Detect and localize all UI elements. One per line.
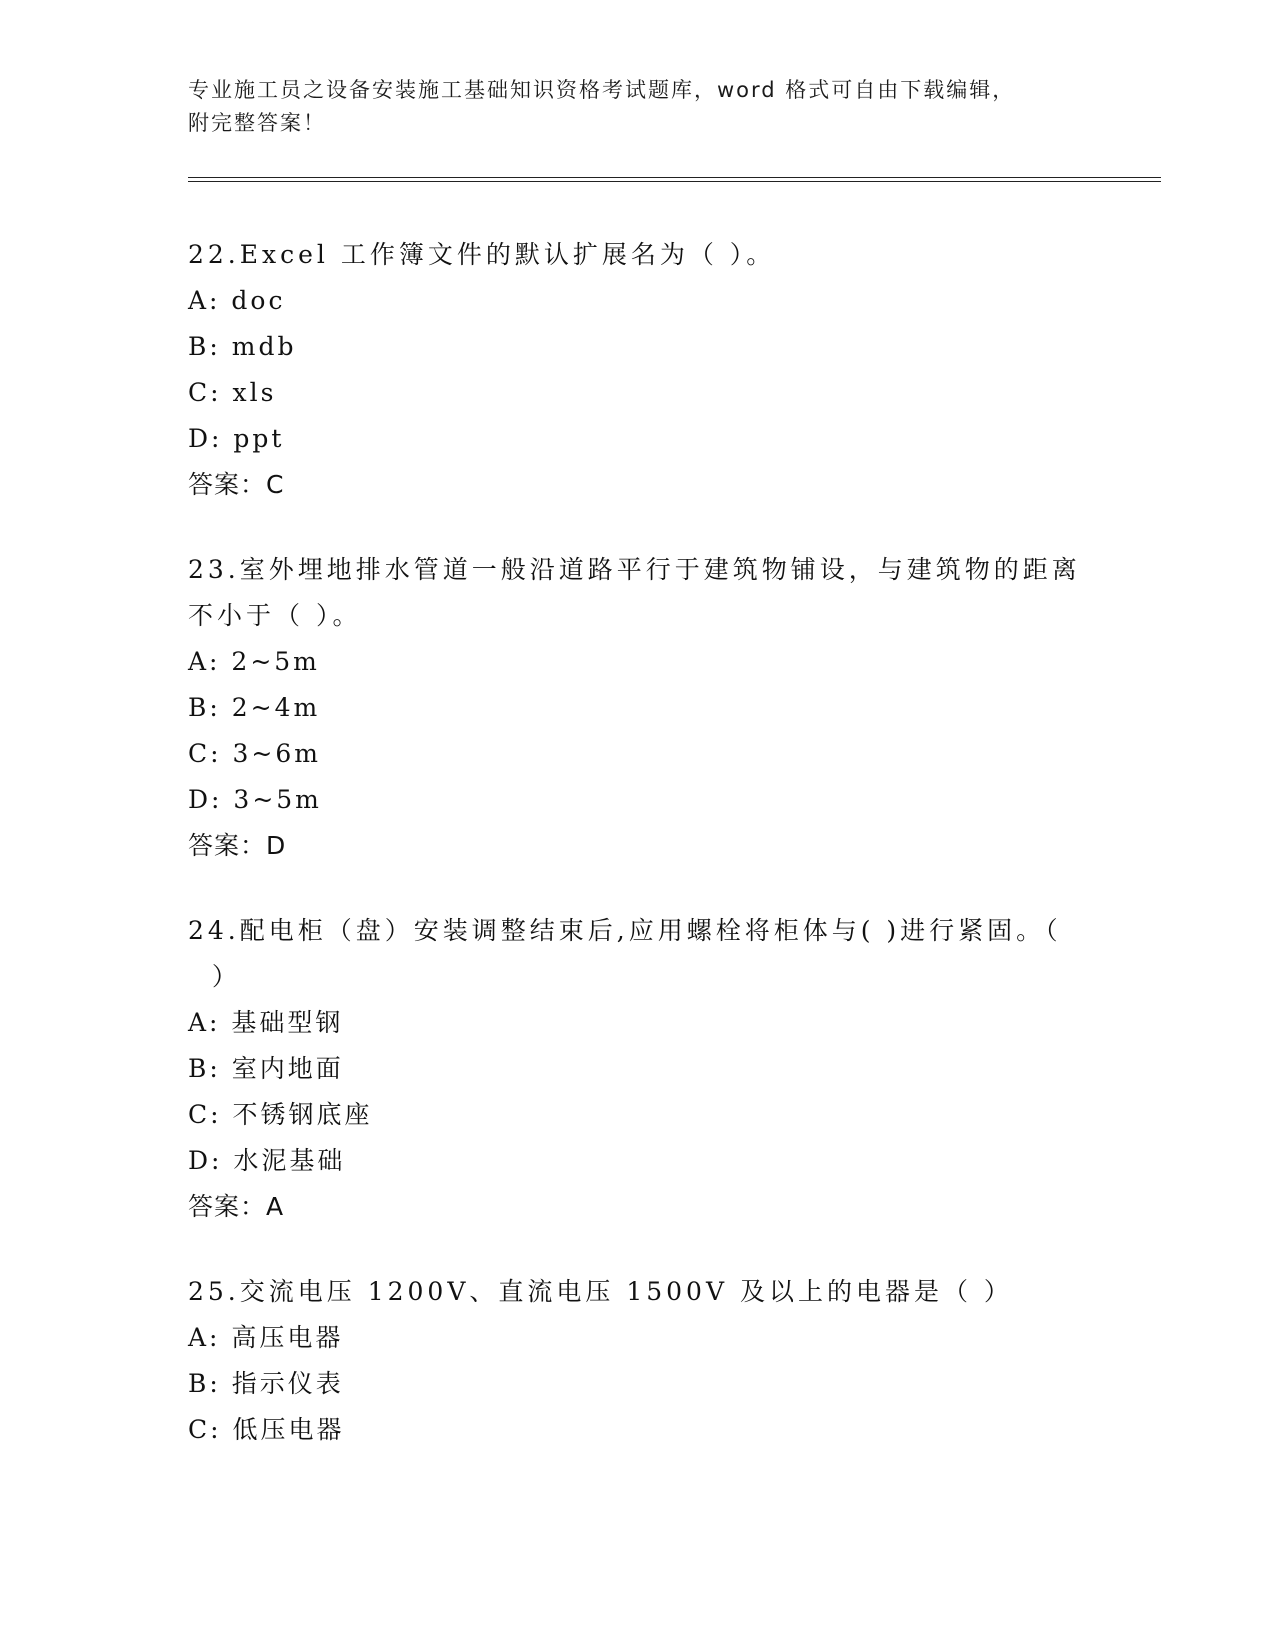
answer-text: 答案：A: [188, 1192, 285, 1221]
question-text-continued: ）: [188, 962, 241, 991]
header-line-1: 专业施工员之设备安装施工基础知识资格考试题库，word 格式可自由下载编辑，: [188, 78, 1016, 102]
option-b: B: mdb: [188, 332, 297, 361]
answer-text: 答案：D: [188, 831, 287, 860]
option-a: A: 高压电器: [188, 1323, 344, 1352]
option-d: D: ppt: [188, 424, 285, 453]
question-text: 25.交流电压 1200V、直流电压 1500V 及以上的电器是（ ）: [188, 1277, 1013, 1306]
question-text: 23.室外埋地排水管道一般沿道路平行于建筑物铺设，与建筑物的距离: [188, 555, 1081, 584]
option-b: B: 指示仪表: [188, 1369, 344, 1398]
option-b: B: 2~4m: [188, 693, 321, 722]
question-22: [188, 232, 1088, 508]
option-a: A: 基础型钢: [188, 1008, 344, 1037]
answer-text: 答案：C: [188, 470, 285, 499]
question-text: 22.Excel 工作簿文件的默认扩展名为（ ）。: [188, 240, 776, 269]
question-text-continued: 不小于（ ）。: [188, 601, 362, 630]
option-d: D: 水泥基础: [188, 1146, 346, 1175]
question-24: [188, 908, 1088, 1230]
document-header: [188, 74, 1088, 140]
option-c: C: 3~6m: [188, 739, 321, 768]
option-a: A: doc: [188, 286, 286, 315]
question-text: 24.配电柜（盘）安装调整结束后,应用螺栓将柜体与( )进行紧固。（: [188, 916, 1062, 945]
option-c: C: xls: [188, 378, 277, 407]
option-c: C: 不锈钢底座: [188, 1100, 373, 1129]
question-25: [188, 1269, 1088, 1453]
header-double-rule: [188, 177, 1161, 182]
option-c: C: 低压电器: [188, 1415, 345, 1444]
question-list: [188, 232, 1088, 1492]
option-a: A: 2~5m: [188, 647, 320, 676]
option-d: D: 3~5m: [188, 785, 322, 814]
option-b: B: 室内地面: [188, 1054, 344, 1083]
header-line-2: 附完整答案！: [188, 111, 326, 135]
question-23: [188, 547, 1088, 869]
